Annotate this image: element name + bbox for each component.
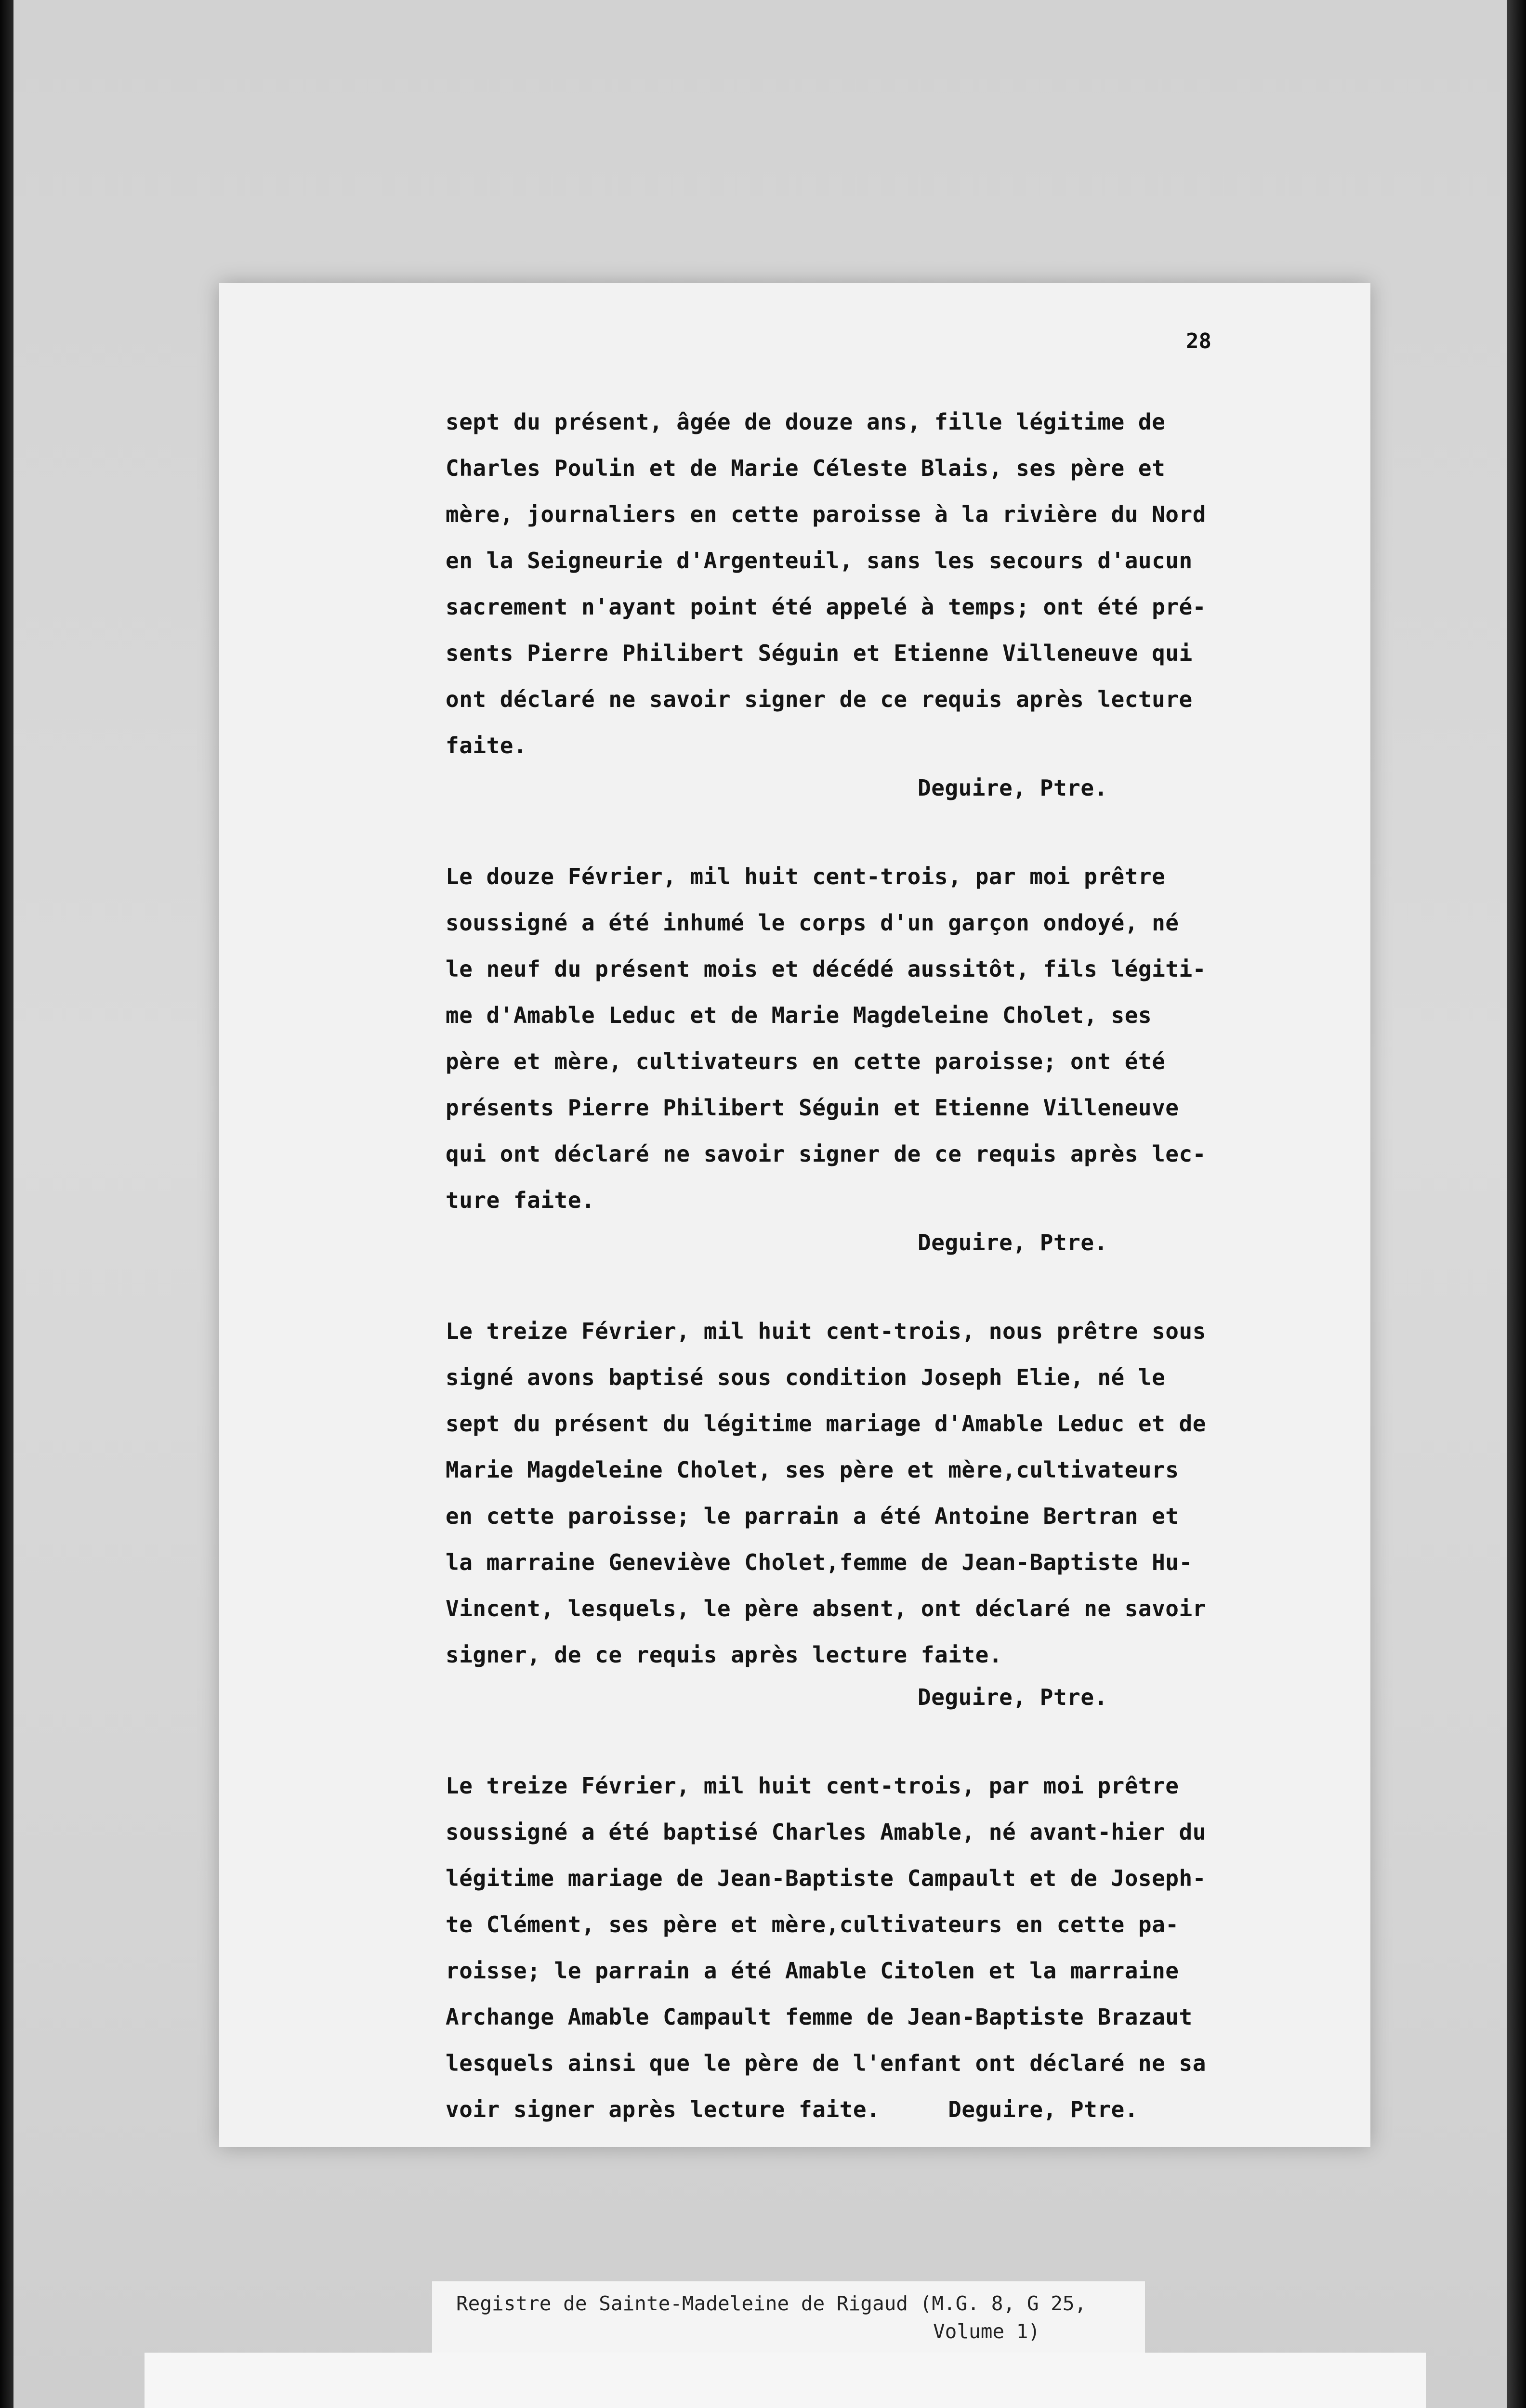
page-number: 28 bbox=[1186, 329, 1211, 353]
entry-burial-poulin bbox=[446, 399, 1293, 815]
source-caption bbox=[431, 2280, 1146, 2355]
entry-line: sept du présent du légitime mariage d'Amable Leduc et de bbox=[446, 1411, 1206, 1437]
entry-line: ont déclaré ne savoir signer de ce requis après lecture bbox=[446, 686, 1193, 712]
entry-line: faite. bbox=[446, 733, 527, 759]
entry-line: père et mère, cultivateurs en cette paroisse; ont été bbox=[446, 1048, 1166, 1074]
entry-line: soussigné a été baptisé Charles Amable, né avant-hier du bbox=[446, 1819, 1206, 1845]
entry-line: présents Pierre Philibert Séguin et Etienne Villeneuve bbox=[446, 1095, 1179, 1121]
register-entries bbox=[446, 399, 1293, 2133]
entry-line: Charles Poulin et de Marie Céleste Blais, ses père et bbox=[446, 455, 1166, 481]
entry-line: Vincent, lesquels, le père absent, ont déclaré ne savoir bbox=[446, 1596, 1206, 1622]
entry-line: sacrement n'ayant point été appelé à temps; ont été pré- bbox=[446, 594, 1206, 620]
entry-line: la marraine Geneviève Cholet,femme de Jean-Baptiste Hu- bbox=[446, 1549, 1193, 1575]
entry-line: qui ont déclaré ne savoir signer de ce requis après lec- bbox=[446, 1141, 1206, 1167]
register-page bbox=[219, 283, 1370, 2147]
archives-card bbox=[145, 2353, 1426, 2408]
entry-line: Le treize Février, mil huit cent-trois, nous prêtre sous bbox=[446, 1318, 1206, 1344]
entry-signature: Deguire, Ptre. bbox=[918, 1684, 1108, 1710]
entry-baptism-joseph-elie bbox=[446, 1308, 1293, 1724]
entry-line: me d'Amable Leduc et de Marie Magdeleine Cholet, ses bbox=[446, 1002, 1152, 1028]
entry-line: légitime mariage de Jean-Baptiste Campault et de Joseph- bbox=[446, 1865, 1206, 1891]
entry-burial-leduc bbox=[446, 853, 1293, 1269]
entry-signature: Deguire, Ptre. bbox=[918, 1230, 1108, 1256]
entry-line: sept du présent, âgée de douze ans, fille légitime de bbox=[446, 409, 1166, 435]
entry-line: Le treize Février, mil huit cent-trois, par moi prêtre bbox=[446, 1773, 1179, 1799]
entry-line: en la Seigneurie d'Argenteuil, sans les secours d'aucun bbox=[446, 548, 1193, 574]
entry-line: Marie Magdeleine Cholet, ses père et mère,cultivateurs bbox=[446, 1457, 1179, 1483]
entry-line: signé avons baptisé sous condition Joseph Elie, né le bbox=[446, 1364, 1166, 1390]
entry-line: en cette paroisse; le parrain a été Antoine Bertran et bbox=[446, 1503, 1179, 1529]
entry-line: ture faite. bbox=[446, 1187, 595, 1213]
entry-line: Archange Amable Campault femme de Jean-Baptiste Brazaut bbox=[446, 2004, 1193, 2030]
entry-line: signer, de ce requis après lecture faite. bbox=[446, 1642, 1002, 1668]
caption-line-2: Volume 1) bbox=[933, 2320, 1040, 2343]
entry-line: te Clément, ses père et mère,cultivateurs en cette pa- bbox=[446, 1911, 1179, 1937]
entry-line: sents Pierre Philibert Séguin et Etienne Villeneuve qui bbox=[446, 640, 1193, 666]
entry-line: soussigné a été inhumé le corps d'un garçon ondoyé, né bbox=[446, 910, 1179, 936]
entry-signature: Deguire, Ptre. bbox=[918, 775, 1108, 801]
entry-line: lesquels ainsi que le père de l'enfant ont déclaré ne sa bbox=[446, 2050, 1206, 2076]
entry-line: le neuf du présent mois et décédé aussitôt, fils légiti- bbox=[446, 956, 1206, 982]
entry-line: mère, journaliers en cette paroisse à la rivière du Nord bbox=[446, 501, 1206, 527]
film-edge-right bbox=[1507, 0, 1526, 2408]
entry-baptism-charles-amable bbox=[446, 1763, 1293, 2133]
entry-line: voir signer après lecture faite. Deguire, Ptre. bbox=[446, 2096, 1138, 2122]
entry-line: Le douze Février, mil huit cent-trois, par moi prêtre bbox=[446, 864, 1166, 890]
caption-line-1: Registre de Sainte-Madeleine de Rigaud (M.G. 8, G 25, bbox=[456, 2292, 1087, 2315]
entry-line: roisse; le parrain a été Amable Citolen et la marraine bbox=[446, 1958, 1179, 1984]
